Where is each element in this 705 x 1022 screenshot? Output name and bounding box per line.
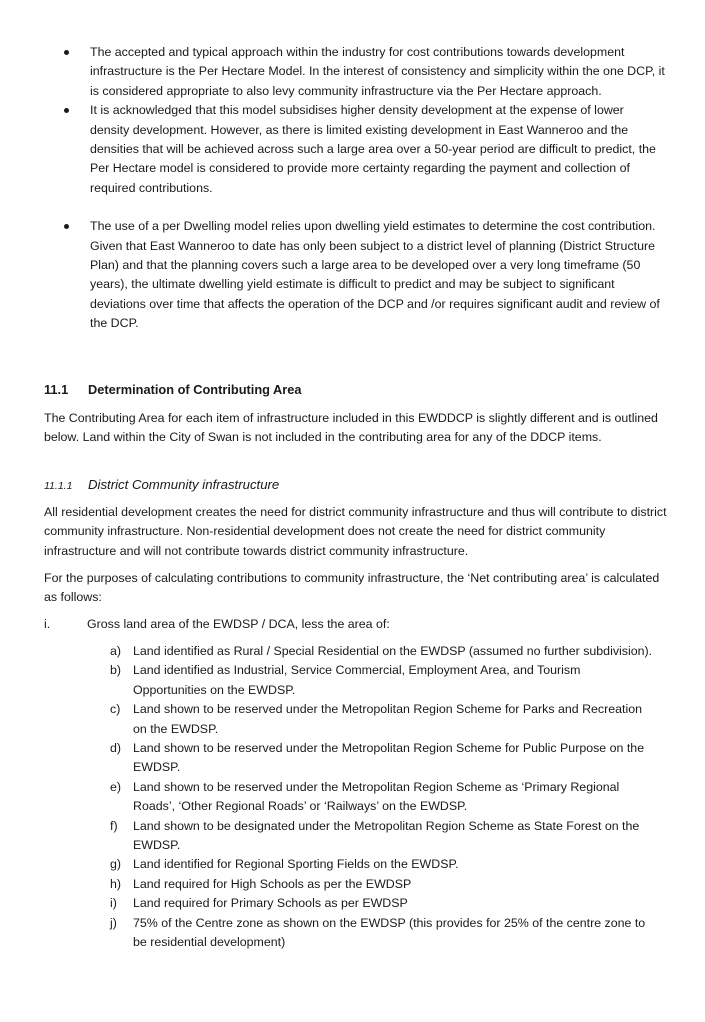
list-marker: c): [110, 702, 121, 717]
list-item-text: Land required for Primary Schools as per EWDSP: [133, 896, 408, 911]
list-marker: a): [110, 644, 122, 658]
list-item: [0, 855, 705, 874]
section-intro-paragraph: The Contributing Area for each item of infrastructure included in this EWDDCP is slightly different and is outlined below. Land within the City of Swan is not included in the contributing area for any of the DDCP items.: [44, 411, 658, 445]
list-item-text: Land identified for Regional Sporting Fields on the EWDSP.: [133, 857, 459, 872]
list-item: [0, 661, 705, 700]
list-marker: j): [110, 915, 117, 930]
list-item-text: Land identified as Industrial, Service Commercial, Employment Area, and Tourism Opportunities on the EWDSP.: [133, 663, 581, 697]
section-heading: [44, 380, 302, 399]
subsection-title: District Community infrastructure: [88, 477, 280, 492]
list-item-text: Land shown to be reserved under the Metropolitan Region Scheme for Parks and Recreation on the EWDSP.: [133, 702, 643, 736]
bullet-icon: [64, 50, 69, 55]
list-item: [0, 217, 705, 333]
list-item-text: Land identified as Rural / Special Residential on the EWDSP (assumed no further subdivision).: [133, 644, 653, 658]
list-item: [0, 894, 705, 913]
list-marker: h): [110, 876, 122, 891]
bullet-icon: [64, 224, 69, 229]
list-item: [0, 642, 705, 661]
list-item-text: Land required for High Schools as per the EWDSP: [133, 876, 412, 891]
list-item-text: 75% of the Centre zone as shown on the EWDSP (this provides for 25% of the centre zone to be residential development): [133, 915, 646, 950]
list-marker: d): [110, 741, 122, 756]
list-item: [0, 778, 705, 817]
list-item: [0, 875, 705, 894]
list-item: [0, 914, 705, 953]
subsection-number: 11.1.1: [44, 480, 73, 492]
rationale-bullet-list: [0, 43, 705, 334]
list-item: [0, 101, 705, 198]
subsection-paragraph-2: For the purposes of calculating contributions to community infrastructure, the ‘Net contributing area’ is calculated as follows:: [44, 571, 660, 605]
subsection-heading: [44, 475, 279, 496]
roman-list-item: [44, 615, 390, 634]
excluded-land-list: [0, 642, 705, 953]
section-title: Determination of Contributing Area: [88, 382, 302, 397]
list-marker: g): [110, 857, 122, 872]
section-number: 11.1: [44, 382, 69, 397]
bullet-text: It is acknowledged that this model subsidises higher density development at the expense of lower density development. However, as there is limited existing development in East Wanneroo and the densities that will be achieved across such a large area over a 50-year period are difficult to predict, the Per Hectare model is considered to provide more certainty regarding the payment and collection of required contributions.: [90, 103, 656, 195]
list-marker: e): [110, 779, 122, 794]
list-item: [0, 817, 705, 856]
list-item: [0, 43, 705, 101]
subsection-paragraph-1: All residential development creates the need for district community infrastructure and thus will contribute to district community infrastructure. Non-residential development does not create the need for district community infrastructure and will not contribute towards district community infrastructure.: [44, 505, 667, 558]
roman-item-text: Gross land area of the EWDSP / DCA, less the area of:: [87, 617, 390, 631]
list-item-text: Land shown to be reserved under the Metropolitan Region Scheme for Public Purpose on the EWDSP.: [133, 741, 645, 775]
list-marker: b): [110, 663, 122, 678]
list-marker: i): [110, 896, 117, 911]
list-item-text: Land shown to be designated under the Metropolitan Region Scheme as State Forest on the EWDSP.: [133, 818, 640, 853]
roman-marker: i.: [44, 617, 51, 631]
bullet-text: The use of a per Dwelling model relies upon dwelling yield estimates to determine the cost contribution. Given that East Wanneroo to date has only been subject to a district level of planning (District Structure Plan) and that the planning covers such a large area to be developed over a very long timeframe (50 years), the ultimate dwelling yield estimate is difficult to predict and may be subject to significant deviations over time that affects the operation of the DCP and /or requires significant audit and review of the DCP.: [90, 219, 660, 331]
list-item: [0, 700, 705, 739]
list-marker: f): [110, 818, 118, 833]
bullet-text: The accepted and typical approach within the industry for cost contributions towards development infrastructure is the Per Hectare Model. In the interest of consistency and simplicity within the one DCP, it is considered appropriate to also levy community infrastructure via the Per Hectare approach.: [90, 45, 665, 98]
list-item: [0, 739, 705, 778]
bullet-icon: [64, 108, 69, 113]
list-item-text: Land shown to be reserved under the Metropolitan Region Scheme as ‘Primary Regional Roads’, ‘Other Regional Roads’ or ‘Railways’ on the EWDSP.: [133, 779, 620, 814]
